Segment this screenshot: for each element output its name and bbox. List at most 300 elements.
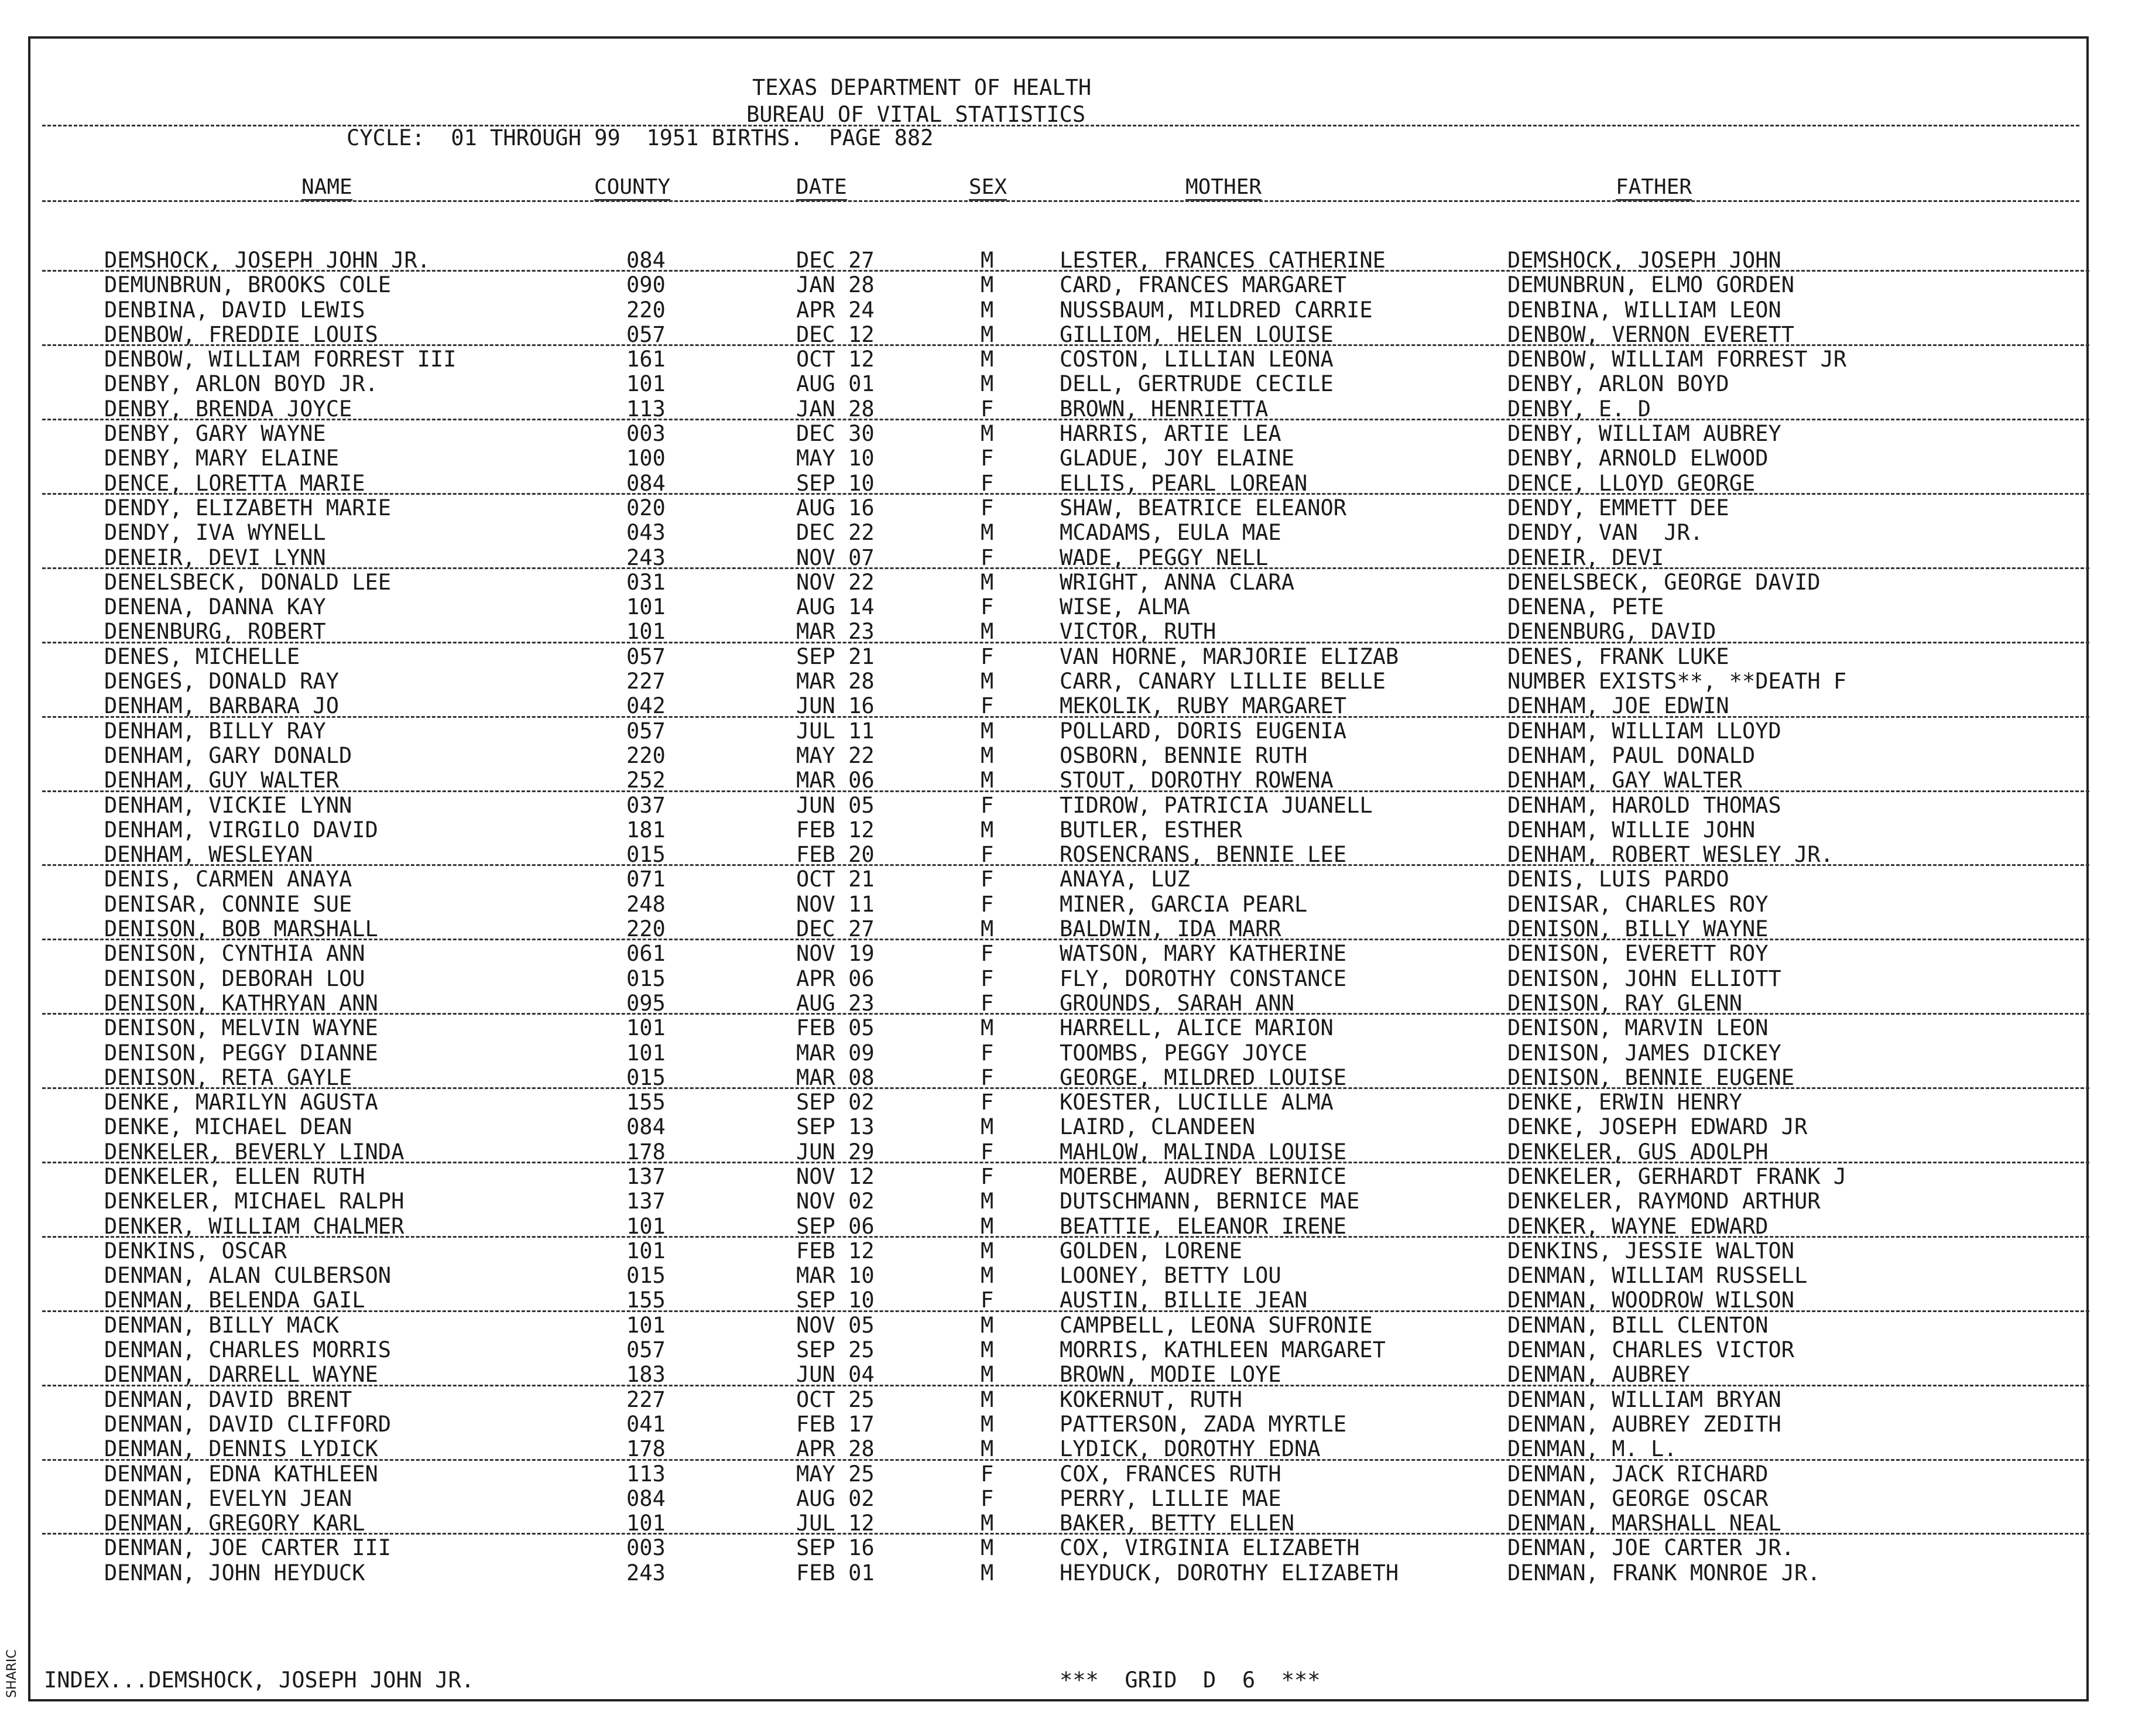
- cell-name: DENHAM, VICKIE LYNN: [104, 792, 352, 818]
- index-footer: INDEX...DEMSHOCK, JOSEPH JOHN JR.: [44, 1667, 475, 1693]
- cell-date: DEC 22: [796, 520, 875, 546]
- cell-mother: BALDWIN, IDA MARR: [1060, 916, 1281, 942]
- cell-date: NOV 07: [796, 545, 875, 570]
- cell-county: 101: [626, 1213, 666, 1239]
- table-row: [0, 1338, 2142, 1362]
- cell-mother: SHAW, BEATRICE ELEANOR: [1060, 495, 1347, 521]
- cell-date: AUG 14: [796, 594, 875, 620]
- cell-sex: M: [981, 1362, 994, 1388]
- cell-county: 101: [626, 1312, 666, 1338]
- cell-county: 015: [626, 1263, 666, 1289]
- table-row: [0, 694, 2142, 718]
- cell-name: DENKINS, OSCAR: [104, 1238, 287, 1264]
- cell-date: JUN 16: [796, 693, 875, 719]
- cell-name: DENELSBECK, DONALD LEE: [104, 569, 392, 595]
- cell-mother: LOONEY, BETTY LOU: [1060, 1263, 1281, 1289]
- cell-county: 043: [626, 520, 666, 546]
- cell-name: DENEIR, DEVI LYNN: [104, 545, 326, 570]
- cell-date: MAY 10: [796, 446, 875, 471]
- cell-mother: COSTON, LILLIAN LEONA: [1060, 347, 1334, 372]
- cell-name: DENISAR, CONNIE SUE: [104, 891, 352, 917]
- cell-name: DENBOW, FREDDIE LOUIS: [104, 321, 378, 347]
- cell-name: DENHAM, VIRGILO DAVID: [104, 817, 378, 843]
- cell-mother: MOERBE, AUDREY BERNICE: [1060, 1163, 1347, 1189]
- cell-county: 090: [626, 272, 666, 298]
- table-row: [0, 471, 2142, 496]
- cell-county: 155: [626, 1288, 666, 1313]
- cell-sex: F: [981, 1064, 994, 1090]
- cell-date: JAN 28: [796, 272, 875, 298]
- cell-name: DENMAN, JOE CARTER III: [104, 1535, 392, 1561]
- cell-sex: M: [981, 421, 994, 447]
- cell-mother: ANAYA, LUZ: [1060, 867, 1190, 892]
- cell-sex: M: [981, 1436, 994, 1462]
- cell-name: DENBY, MARY ELAINE: [104, 446, 339, 471]
- col-header-county: COUNTY: [594, 176, 670, 201]
- cell-father: DENELSBECK, GEORGE DAVID: [1507, 569, 1821, 595]
- table-row: [0, 867, 2142, 892]
- cell-sex: M: [981, 248, 994, 273]
- cell-sex: M: [981, 272, 994, 298]
- cell-county: 031: [626, 569, 666, 595]
- cell-mother: CAMPBELL, LEONA SUFRONIE: [1060, 1312, 1373, 1338]
- cell-father: DENMAN, FRANK MONROE JR.: [1507, 1560, 1821, 1586]
- cell-date: OCT 21: [796, 867, 875, 892]
- cell-date: SEP 06: [796, 1213, 875, 1239]
- table-row: [0, 496, 2142, 521]
- cell-father: DENKELER, GUS ADOLPH: [1507, 1139, 1769, 1165]
- cell-sex: M: [981, 569, 994, 595]
- cell-sex: M: [981, 1114, 994, 1140]
- cell-date: JUN 29: [796, 1139, 875, 1165]
- cell-date: OCT 12: [796, 347, 875, 372]
- cell-date: MAR 08: [796, 1064, 875, 1090]
- cell-mother: GROUNDS, SARAH ANN: [1060, 990, 1294, 1016]
- cell-mother: VICTOR, RUTH: [1060, 619, 1216, 645]
- cell-father: DENENBURG, DAVID: [1507, 619, 1716, 645]
- cell-date: FEB 12: [796, 817, 875, 843]
- cell-county: 252: [626, 768, 666, 793]
- cell-mother: MORRIS, KATHLEEN MARGARET: [1060, 1337, 1386, 1363]
- cell-father: DENMAN, GEORGE OSCAR: [1507, 1485, 1769, 1511]
- cell-father: DENKINS, JESSIE WALTON: [1507, 1238, 1795, 1264]
- cell-sex: F: [981, 990, 994, 1016]
- cell-father: DENMAN, WOODROW WILSON: [1507, 1288, 1795, 1313]
- cell-name: DENKELER, BEVERLY LINDA: [104, 1139, 405, 1165]
- table-row: [0, 1189, 2142, 1214]
- cell-county: 220: [626, 742, 666, 768]
- cell-name: DENISON, DEBORAH LOU: [104, 965, 365, 991]
- cell-mother: GLADUE, JOY ELAINE: [1060, 446, 1294, 471]
- cell-mother: COX, VIRGINIA ELIZABETH: [1060, 1535, 1360, 1561]
- table-row: [0, 892, 2142, 917]
- cell-name: DENMAN, BILLY MACK: [104, 1312, 339, 1338]
- cell-date: NOV 12: [796, 1163, 875, 1189]
- cell-county: 084: [626, 1114, 666, 1140]
- cell-mother: VAN HORNE, MARJORIE ELIZAB: [1060, 643, 1399, 669]
- cell-sex: M: [981, 718, 994, 744]
- cell-sex: M: [981, 1189, 994, 1214]
- table-row: [0, 1511, 2142, 1536]
- table-row: [0, 546, 2142, 570]
- cell-mother: KOESTER, LUCILLE ALMA: [1060, 1090, 1334, 1115]
- cell-name: DENKE, MICHAEL DEAN: [104, 1114, 352, 1140]
- table-row: [0, 991, 2142, 1016]
- cell-date: AUG 01: [796, 371, 875, 397]
- cell-county: 015: [626, 842, 666, 868]
- table-row: [0, 1536, 2142, 1560]
- cell-sex: M: [981, 297, 994, 323]
- cell-father: DENHAM, ROBERT WESLEY JR.: [1507, 842, 1833, 868]
- cell-sex: F: [981, 1461, 994, 1487]
- cell-father: DENMAN, WILLIAM BRYAN: [1507, 1386, 1781, 1412]
- cell-father: DENBY, E. D: [1507, 396, 1651, 422]
- cell-sex: M: [981, 817, 994, 843]
- cell-county: 003: [626, 421, 666, 447]
- cell-father: DENISON, JAMES DICKEY: [1507, 1040, 1781, 1066]
- cell-sex: M: [981, 619, 994, 645]
- cell-sex: F: [981, 495, 994, 521]
- cell-father: DENKER, WAYNE EDWARD: [1507, 1213, 1769, 1239]
- cell-name: DENMAN, DAVID CLIFFORD: [104, 1411, 392, 1437]
- cell-sex: M: [981, 1511, 994, 1536]
- table-row: [0, 917, 2142, 941]
- cell-county: 243: [626, 545, 666, 570]
- cell-name: DENGES, DONALD RAY: [104, 669, 339, 694]
- cell-date: APR 06: [796, 965, 875, 991]
- cell-county: 248: [626, 891, 666, 917]
- cell-county: 101: [626, 1511, 666, 1536]
- cell-name: DENMAN, JOHN HEYDUCK: [104, 1560, 365, 1586]
- cell-sex: F: [981, 643, 994, 669]
- table-row: [0, 347, 2142, 372]
- cell-father: DENBINA, WILLIAM LEON: [1507, 297, 1781, 323]
- cell-father: DENDY, VAN JR.: [1507, 520, 1704, 546]
- cell-county: 137: [626, 1163, 666, 1189]
- cell-father: DENISON, RAY GLENN: [1507, 990, 1742, 1016]
- cell-date: JAN 28: [796, 396, 875, 422]
- table-row: [0, 372, 2142, 396]
- cell-county: 084: [626, 470, 666, 496]
- table-row: [0, 248, 2142, 273]
- cell-county: 061: [626, 941, 666, 967]
- table-row: [0, 719, 2142, 744]
- table-row: [0, 323, 2142, 347]
- cell-mother: LAIRD, CLANDEEN: [1060, 1114, 1256, 1140]
- cell-mother: MINER, GARCIA PEARL: [1060, 891, 1308, 917]
- cell-name: DENMAN, CHARLES MORRIS: [104, 1337, 392, 1363]
- table-row: [0, 793, 2142, 818]
- cell-father: DENHAM, GAY WALTER: [1507, 768, 1742, 793]
- cell-date: FEB 20: [796, 842, 875, 868]
- table-row: [0, 744, 2142, 768]
- table-row: [0, 1412, 2142, 1437]
- cell-date: SEP 10: [796, 470, 875, 496]
- cell-mother: LYDICK, DOROTHY EDNA: [1060, 1436, 1321, 1462]
- cell-name: DENHAM, GUY WALTER: [104, 768, 339, 793]
- cell-name: DENBOW, WILLIAM FORREST III: [104, 347, 457, 372]
- cell-date: FEB 01: [796, 1560, 875, 1586]
- table-row: [0, 273, 2142, 297]
- cell-father: DENKE, JOSEPH EDWARD JR: [1507, 1114, 1808, 1140]
- cell-father: DENISON, EVERETT ROY: [1507, 941, 1769, 967]
- cell-sex: F: [981, 941, 994, 967]
- cell-mother: KOKERNUT, RUTH: [1060, 1386, 1242, 1412]
- cell-county: 101: [626, 1238, 666, 1264]
- cell-date: AUG 02: [796, 1485, 875, 1511]
- cell-date: DEC 12: [796, 321, 875, 347]
- cell-name: DENMAN, DENNIS LYDICK: [104, 1436, 378, 1462]
- cell-name: DENKELER, MICHAEL RALPH: [104, 1189, 405, 1214]
- cell-date: JUL 11: [796, 718, 875, 744]
- cell-mother: PATTERSON, ZADA MYRTLE: [1060, 1411, 1347, 1437]
- cell-name: DENES, MICHELLE: [104, 643, 300, 669]
- table-row: [0, 1313, 2142, 1338]
- table-row: [0, 1090, 2142, 1115]
- cell-sex: M: [981, 1560, 994, 1586]
- col-header-sex: SEX: [969, 176, 1007, 201]
- table-row: [0, 843, 2142, 867]
- cell-mother: STOUT, DOROTHY ROWENA: [1060, 768, 1334, 793]
- cell-mother: WATSON, MARY KATHERINE: [1060, 941, 1347, 967]
- cell-date: NOV 02: [796, 1189, 875, 1214]
- cell-sex: M: [981, 520, 994, 546]
- table-row: [0, 1239, 2142, 1264]
- cell-county: 137: [626, 1189, 666, 1214]
- cell-date: APR 24: [796, 297, 875, 323]
- cell-name: DENISON, CYNTHIA ANN: [104, 941, 365, 967]
- cell-mother: WRIGHT, ANNA CLARA: [1060, 569, 1294, 595]
- cell-sex: F: [981, 867, 994, 892]
- cell-father: DENHAM, JOE EDWIN: [1507, 693, 1729, 719]
- cell-name: DENCE, LORETTA MARIE: [104, 470, 365, 496]
- cell-mother: DELL, GERTRUDE CECILE: [1060, 371, 1334, 397]
- cell-father: DENDY, EMMETT DEE: [1507, 495, 1729, 521]
- table-row: [0, 1264, 2142, 1288]
- cell-name: DENMAN, EDNA KATHLEEN: [104, 1461, 378, 1487]
- cell-mother: BEATTIE, ELEANOR IRENE: [1060, 1213, 1347, 1239]
- table-row: [0, 1115, 2142, 1139]
- grid-footer: *** GRID D 6 ***: [1060, 1667, 1321, 1693]
- cell-father: DENBOW, VERNON EVERETT: [1507, 321, 1795, 347]
- cell-mother: OSBORN, BENNIE RUTH: [1060, 742, 1308, 768]
- cell-father: DENISON, JOHN ELLIOTT: [1507, 965, 1781, 991]
- cell-father: DENHAM, WILLIE JOHN: [1507, 817, 1756, 843]
- table-row: [0, 768, 2142, 793]
- cell-county: 101: [626, 594, 666, 620]
- cell-father: DENHAM, PAUL DONALD: [1507, 742, 1756, 768]
- cell-father: DENCE, LLOYD GEORGE: [1507, 470, 1756, 496]
- cell-sex: F: [981, 693, 994, 719]
- cell-date: MAR 23: [796, 619, 875, 645]
- cell-sex: F: [981, 446, 994, 471]
- cell-father: DEMSHOCK, JOSEPH JOHN: [1507, 248, 1781, 273]
- cell-sex: M: [981, 321, 994, 347]
- cell-mother: HARRELL, ALICE MARION: [1060, 1015, 1334, 1041]
- cell-date: DEC 30: [796, 421, 875, 447]
- cell-county: 178: [626, 1436, 666, 1462]
- table-row: [0, 669, 2142, 694]
- cell-county: 220: [626, 297, 666, 323]
- cell-father: DENBY, ARNOLD ELWOOD: [1507, 446, 1769, 471]
- table-row: [0, 1487, 2142, 1511]
- cell-name: DENBY, BRENDA JOYCE: [104, 396, 352, 422]
- column-header-separator: [42, 200, 2079, 202]
- cell-name: DENHAM, BARBARA JO: [104, 693, 339, 719]
- cell-name: DENBINA, DAVID LEWIS: [104, 297, 365, 323]
- cell-sex: F: [981, 594, 994, 620]
- cell-sex: M: [981, 1238, 994, 1264]
- cell-sex: M: [981, 1213, 994, 1239]
- cell-mother: HARRIS, ARTIE LEA: [1060, 421, 1281, 447]
- table-row: [0, 446, 2142, 471]
- cycle-line: CYCLE: 01 THROUGH 99 1951 BIRTHS. PAGE 882: [347, 125, 934, 150]
- cell-date: NOV 19: [796, 941, 875, 967]
- side-label-text: SHARIC: [5, 1649, 19, 1698]
- cell-date: FEB 05: [796, 1015, 875, 1041]
- cell-name: DENBY, ARLON BOYD JR.: [104, 371, 378, 397]
- cell-county: 015: [626, 965, 666, 991]
- cell-mother: FLY, DOROTHY CONSTANCE: [1060, 965, 1347, 991]
- cell-county: 161: [626, 347, 666, 372]
- col-header-name: NAME: [301, 176, 352, 201]
- table-row: [0, 397, 2142, 422]
- cell-father: DENES, FRANK LUKE: [1507, 643, 1729, 669]
- cell-date: MAR 09: [796, 1040, 875, 1066]
- cell-date: AUG 16: [796, 495, 875, 521]
- cell-sex: F: [981, 1288, 994, 1313]
- table-row: [0, 1214, 2142, 1239]
- cell-name: DENHAM, BILLY RAY: [104, 718, 326, 744]
- cell-sex: F: [981, 1139, 994, 1165]
- cell-date: MAR 28: [796, 669, 875, 694]
- cell-date: SEP 10: [796, 1288, 875, 1313]
- cell-name: DENISON, KATHRYAN ANN: [104, 990, 378, 1016]
- table-row: [0, 422, 2142, 446]
- cell-county: 227: [626, 1386, 666, 1412]
- table-row: [0, 1362, 2142, 1387]
- table-row: [0, 1437, 2142, 1461]
- table-row: [0, 967, 2142, 991]
- cell-father: DENISAR, CHARLES ROY: [1507, 891, 1769, 917]
- cell-county: 084: [626, 1485, 666, 1511]
- cell-date: SEP 02: [796, 1090, 875, 1115]
- cell-date: NOV 11: [796, 891, 875, 917]
- table-row: [0, 1165, 2142, 1189]
- cell-name: DENHAM, WESLEYAN: [104, 842, 313, 868]
- cell-mother: PERRY, LILLIE MAE: [1060, 1485, 1281, 1511]
- cell-name: DENMAN, DAVID BRENT: [104, 1386, 352, 1412]
- cell-county: 003: [626, 1535, 666, 1561]
- cell-sex: F: [981, 965, 994, 991]
- cell-father: DENISON, BILLY WAYNE: [1507, 916, 1769, 942]
- cell-date: MAY 25: [796, 1461, 875, 1487]
- cell-name: DENISON, MELVIN WAYNE: [104, 1015, 378, 1041]
- cell-mother: CARD, FRANCES MARGARET: [1060, 272, 1347, 298]
- cell-county: 037: [626, 792, 666, 818]
- cell-date: NOV 22: [796, 569, 875, 595]
- cell-mother: GEORGE, MILDRED LOUISE: [1060, 1064, 1347, 1090]
- cell-name: DENDY, ELIZABETH MARIE: [104, 495, 392, 521]
- cell-name: DENMAN, GREGORY KARL: [104, 1511, 365, 1536]
- bureau-title: BUREAU OF VITAL STATISTICS: [746, 102, 1086, 127]
- table-row: [0, 1288, 2142, 1313]
- cell-sex: M: [981, 1411, 994, 1437]
- cell-date: OCT 25: [796, 1386, 875, 1412]
- cell-sex: F: [981, 792, 994, 818]
- cell-date: DEC 27: [796, 916, 875, 942]
- cell-name: DENISON, BOB MARSHALL: [104, 916, 378, 942]
- cell-county: 155: [626, 1090, 666, 1115]
- cell-county: 084: [626, 248, 666, 273]
- table-row: [0, 1016, 2142, 1040]
- cell-mother: ROSENCRANS, BENNIE LEE: [1060, 842, 1347, 868]
- cell-father: DENMAN, AUBREY: [1507, 1362, 1690, 1388]
- cell-name: DEMUNBRUN, BROOKS COLE: [104, 272, 392, 298]
- cell-county: 113: [626, 396, 666, 422]
- cell-mother: GOLDEN, LORENE: [1060, 1238, 1242, 1264]
- table-row: [0, 818, 2142, 843]
- cell-father: DENMAN, JACK RICHARD: [1507, 1461, 1769, 1487]
- side-label: [4, 1639, 21, 1704]
- cell-sex: M: [981, 916, 994, 942]
- table-row: [0, 645, 2142, 669]
- cell-father: DENISON, MARVIN LEON: [1507, 1015, 1769, 1041]
- cell-father: DENBY, WILLIAM AUBREY: [1507, 421, 1781, 447]
- cell-date: APR 28: [796, 1436, 875, 1462]
- cell-father: DENMAN, BILL CLENTON: [1507, 1312, 1769, 1338]
- cell-mother: LESTER, FRANCES CATHERINE: [1060, 248, 1386, 273]
- col-header-father: FATHER: [1616, 176, 1692, 201]
- cell-county: 178: [626, 1139, 666, 1165]
- cell-sex: M: [981, 742, 994, 768]
- cell-county: 101: [626, 619, 666, 645]
- cell-mother: BROWN, MODIE LOYE: [1060, 1362, 1281, 1388]
- cell-county: 113: [626, 1461, 666, 1487]
- cell-name: DENMAN, DARRELL WAYNE: [104, 1362, 378, 1388]
- records-table: [0, 248, 2142, 1586]
- cell-father: DENMAN, MARSHALL NEAL: [1507, 1511, 1781, 1536]
- cell-mother: HEYDUCK, DOROTHY ELIZABETH: [1060, 1560, 1399, 1586]
- cell-date: JUL 12: [796, 1511, 875, 1536]
- cell-father: DENKELER, GERHARDT FRANK J: [1507, 1163, 1847, 1189]
- cell-father: DENENA, PETE: [1507, 594, 1664, 620]
- cell-sex: M: [981, 347, 994, 372]
- cell-mother: BUTLER, ESTHER: [1060, 817, 1242, 843]
- cell-county: 181: [626, 817, 666, 843]
- cell-name: DENDY, IVA WYNELL: [104, 520, 326, 546]
- cell-sex: M: [981, 1263, 994, 1289]
- cell-father: DENISON, BENNIE EUGENE: [1507, 1064, 1795, 1090]
- cell-mother: NUSSBAUM, MILDRED CARRIE: [1060, 297, 1373, 323]
- table-row: [0, 941, 2142, 966]
- cell-father: DENMAN, WILLIAM RUSSELL: [1507, 1263, 1808, 1289]
- table-row: [0, 1041, 2142, 1066]
- cell-sex: M: [981, 1015, 994, 1041]
- cell-date: JUN 05: [796, 792, 875, 818]
- cell-sex: M: [981, 371, 994, 397]
- cell-county: 015: [626, 1064, 666, 1090]
- cell-mother: TIDROW, PATRICIA JUANELL: [1060, 792, 1373, 818]
- cell-sex: F: [981, 1163, 994, 1189]
- cell-county: 057: [626, 321, 666, 347]
- cell-county: 071: [626, 867, 666, 892]
- cell-mother: MEKOLIK, RUBY MARGARET: [1060, 693, 1347, 719]
- table-row: [0, 1462, 2142, 1487]
- cell-date: FEB 17: [796, 1411, 875, 1437]
- cell-father: DENMAN, M. L.: [1507, 1436, 1677, 1462]
- cell-father: DEMUNBRUN, ELMO GORDEN: [1507, 272, 1795, 298]
